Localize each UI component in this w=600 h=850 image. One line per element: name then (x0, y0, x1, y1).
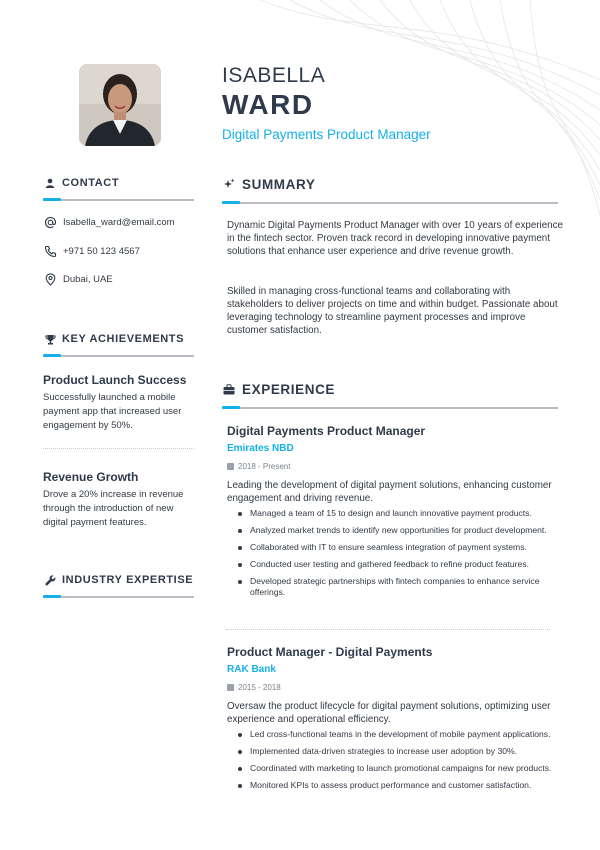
job-description: Oversaw the product lifecycle for digital payment solutions, optimizing user experience and operational efficiency. (227, 701, 551, 725)
contact-email[interactable] (43, 215, 194, 229)
summary-paragraph: Skilled in managing cross-functional teams and collaborating with stakeholders to deliver projects on time and within budget. Passionate about leveraging technology to streamline payment processes and improve customer satisfaction. (227, 286, 558, 336)
job-bullet: Monitored KPIs to assess product performance and customer satisfaction. (250, 780, 558, 791)
summary-section (222, 176, 558, 204)
achievement-description: Drove a 20% increase in revenue through the introduction of new digital payment features. (43, 489, 184, 528)
location-text: Dubai, UAE (63, 273, 113, 285)
job-bullet: Coordinated with marketing to launch promotional campaigns for new products. (250, 763, 558, 774)
contact-list (43, 215, 194, 286)
job-bullet: Conducted user testing and gathered feedback to refine product features. (250, 559, 558, 570)
achievements-heading-label: KEY ACHIEVEMENTS (62, 333, 185, 345)
phone-text: +971 50 123 4567 (63, 245, 140, 257)
achievement-title: Product Launch Success (43, 373, 187, 387)
achievement-title: Revenue Growth (43, 470, 139, 484)
achievement-separator (43, 448, 194, 449)
person-icon (43, 176, 57, 190)
job-dates (222, 683, 558, 692)
achievement-item (43, 470, 194, 530)
expertise-heading-label: INDUSTRY EXPERTISE (62, 574, 194, 586)
expertise-heading (43, 573, 194, 587)
job-bullet: Collaborated with IT to ensure seamless integration of payment systems. (250, 542, 558, 553)
contact-divider (43, 199, 194, 201)
summary-heading (222, 176, 558, 192)
summary-heading-label: SUMMARY (242, 176, 316, 192)
briefcase-icon (222, 382, 236, 396)
expertise-section (43, 573, 194, 598)
pin-icon (43, 272, 57, 286)
achievement-item (43, 373, 194, 433)
achievements-section (43, 332, 194, 357)
job-bullets (222, 729, 558, 791)
sparkle-icon (222, 177, 236, 191)
job-dates (222, 462, 558, 471)
contact-section (43, 176, 194, 201)
contact-heading-label: CONTACT (62, 177, 120, 189)
contact-heading (43, 176, 194, 190)
email-text: Isabella_ward@email.com (63, 216, 175, 228)
job-bullet: Developed strategic partnerships with fintech companies to enhance service offerings. (250, 576, 558, 598)
job-bullet: Managed a team of 15 to design and launch innovative payment products. (250, 508, 558, 519)
expertise-divider (43, 596, 194, 598)
summary-divider (222, 202, 558, 204)
experience-divider (222, 407, 558, 409)
last-name: WARD (222, 89, 314, 120)
job-description: Leading the development of digital payment solutions, enhancing customer engagement and driving revenue. (227, 480, 552, 504)
contact-location (43, 272, 194, 286)
achievements-heading (43, 332, 194, 346)
job-entry (222, 645, 558, 797)
experience-heading (222, 381, 558, 397)
job-role: Digital Payments Product Manager (227, 424, 426, 438)
achievements-divider (43, 355, 194, 357)
phone-icon (43, 244, 57, 258)
contact-phone[interactable] (43, 244, 194, 258)
job-dates-text: 2018 - Present (238, 462, 291, 471)
calendar-icon (227, 684, 234, 691)
job-separator (226, 629, 550, 630)
at-icon (43, 215, 57, 229)
job-bullets (222, 508, 558, 598)
job-dates-text: 2015 - 2018 (238, 683, 281, 692)
job-bullet: Implemented data-driven strategies to increase user adoption by 30%. (250, 746, 558, 757)
job-role: Product Manager - Digital Payments (227, 645, 433, 659)
profile-photo (79, 64, 161, 146)
achievement-description: Successfully launched a mobile payment app that increased user engagement by 50%. (43, 392, 182, 431)
first-name: ISABELLA (222, 64, 326, 87)
summary-paragraph: Dynamic Digital Payments Product Manager with over 10 years of experience in the fintech sector. Proven track record in developing innovative payment solutions that enhance user experience and drive revenue growth. (227, 220, 563, 257)
job-bullet: Analyzed market trends to identify new opportunities for product development. (250, 525, 558, 536)
trophy-icon (43, 332, 57, 346)
job-bullet: Led cross-functional teams in the development of mobile payment applications. (250, 729, 558, 740)
calendar-icon (227, 463, 234, 470)
company-name: RAK Bank (227, 664, 276, 675)
company-name: Emirates NBD (227, 443, 294, 454)
job-entry (222, 424, 558, 604)
experience-heading-label: EXPERIENCE (242, 381, 336, 397)
job-title: Digital Payments Product Manager (222, 127, 431, 142)
experience-section (222, 381, 558, 409)
wrench-icon (43, 573, 57, 587)
